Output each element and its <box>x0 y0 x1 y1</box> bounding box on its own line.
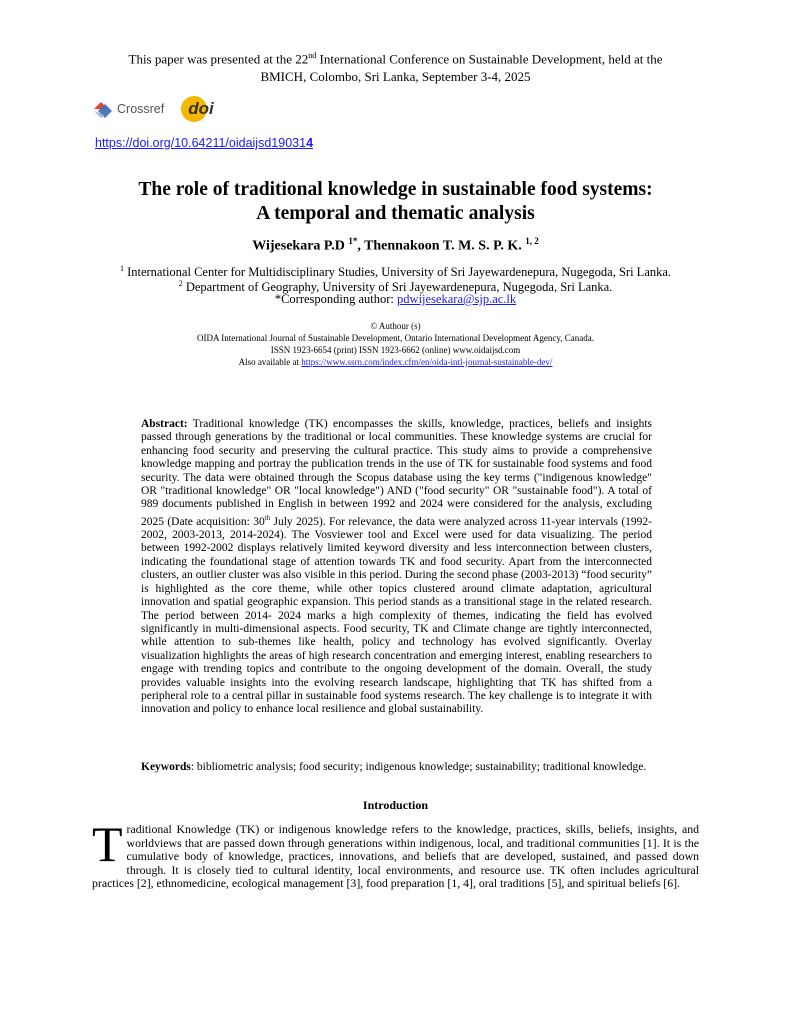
paper-title: The role of traditional knowledge in sustainable food systems: A temporal and thematic analysis <box>138 179 653 224</box>
availability-line: Also available at https://www.ssrn.com/index.cfm/en/oida-intl-journal-sustainable-dev/ <box>238 357 553 367</box>
crossref-logo[interactable]: Crossref <box>92 99 164 119</box>
copyright-line: © Authour (s) <box>370 321 421 331</box>
keywords-label: Keywords <box>141 761 191 773</box>
doi-logo[interactable]: doi <box>180 95 214 123</box>
introduction-heading: Introduction <box>362 798 429 812</box>
dropcap: T <box>92 816 123 872</box>
journal-line: OIDA International Journal of Sustainable Development, Ontario International Development Agency, Canada. <box>196 333 595 343</box>
conference-note-line2: BMICH, Colombo, Sri Lanka, September 3-4, 2025 <box>260 69 531 85</box>
introduction-paragraph: Traditional Knowledge (TK) or indigenous knowledge refers to the knowledge, practices, skills, beliefs, insights, and worldviews that are passed down through generations within indigenous, local, and traditional communities [1]. It is the cumulative body of knowledge, practices, innovations, and beliefs that are developed, sustained, and passed down through. It is closely tied to cultural identity, local environments, and resource use. TK often includes agricultural practices [2], ethnomedicine, ecological management [3], food preparation [1, 4], oral traditions [5], and spiritual beliefs [6]. <box>92 816 699 891</box>
conference-note-line1: This paper was presented at the 22nd International Conference on Sustainable Development, held at the <box>128 51 663 67</box>
doi-link[interactable]: https://doi.org/10.64211/oidaijsd190314 <box>95 136 314 150</box>
abstract-label: Abstract: <box>141 418 188 430</box>
keywords: Keywords: bibliometric analysis; food security; indigenous knowledge; sustainability; traditional knowledge. <box>141 761 647 773</box>
author-list: Wijesekara P.D $^{1*}$, Thennakoon T. M. S. P. K. $^{1, 2}$ <box>252 236 539 254</box>
issn-line: ISSN 1923-6654 (print) ISSN 1923-6662 (online) www.oidaijsd.com <box>270 345 521 355</box>
ssrn-link[interactable]: https://www.ssrn.com/index.cfm/en/oida-intl-journal-sustainable-dev/ <box>301 357 553 367</box>
affiliation-1: $^1$ International Center for Multidisciplinary Studies, University of Sri Jayewardenepura, Nugegoda, Sri Lanka. <box>119 264 672 280</box>
publisher-logos <box>92 95 214 123</box>
affiliation-2: $^2$ Department of Geography, University of Sri Jayewardenepura, Nugegoda, Sri Lanka. <box>178 279 613 295</box>
abstract: Abstract: Traditional knowledge (TK) encompasses the skills, knowledge, practices, beliefs and insights passed through generations by the traditional or local communities. These knowledge systems are crucial for enhancing food security and preserving the cultural practice. This study aims to provide a comprehensive knowledge mapping and portray the publication trends in the use of TK for sustainable food systems and food security. The data were obtained through the Scopus database using the key terms ("indigenous knowledge" OR "traditional knowledge" OR "local knowledge") AND ("food security" OR "sustainable food"). A total of 989 documents published in English in between 1992 and 2024 were considered for the analysis, excluding 2025 (Date acquisition: 30th July 2025). For relevance, the data were analyzed across 11-year intervals (1992-2002, 2003-2013, 2014-2024). The Vosviewer tool and Excel were used for data visualizing. The period between 1992-2002 displays relatively limited keyword diversity and less interconnection between clusters, indicating the foundational stage of attention towards TK and food security. Apart from the interconnected clusters, an outlier cluster was also visible in this period. During the second phase (2003-2013) “food security” is highlighted as the core theme, while other topics clustered around climate adaptation, agricultural innovation and spatial geographic expansion. This period stands as a transitional stage in the related research. The period between 2014- 2024 marks a high complexity of themes, indicating the field has evolved significantly in multi-dimensional aspects. Food security, TK and Climate change are tightly interconnected, while attention to sub-themes like health, policy and technology has evolved significantly. Overlay visualization highlights the areas of high research concentration and emerging interest, enabling researchers to engage with trending topics and contribute to the ongoing development of the domain. Overall, the study provides valuable insights into the evolving research landscape, highlighting that TK has shifted from a peripheral role to a central pillar in sustainable food systems research. The key challenge is to integrate it with innovation and policy to enhance local resilience and global sustainability. <box>141 418 652 716</box>
conference-note <box>80 47 711 86</box>
corresponding-author: *Corresponding author: pdwijesekara@sjp.ac.lk <box>274 292 517 306</box>
crossref-icon <box>92 99 114 119</box>
corresponding-email-link[interactable]: pdwijesekara@sjp.ac.lk <box>397 292 517 306</box>
